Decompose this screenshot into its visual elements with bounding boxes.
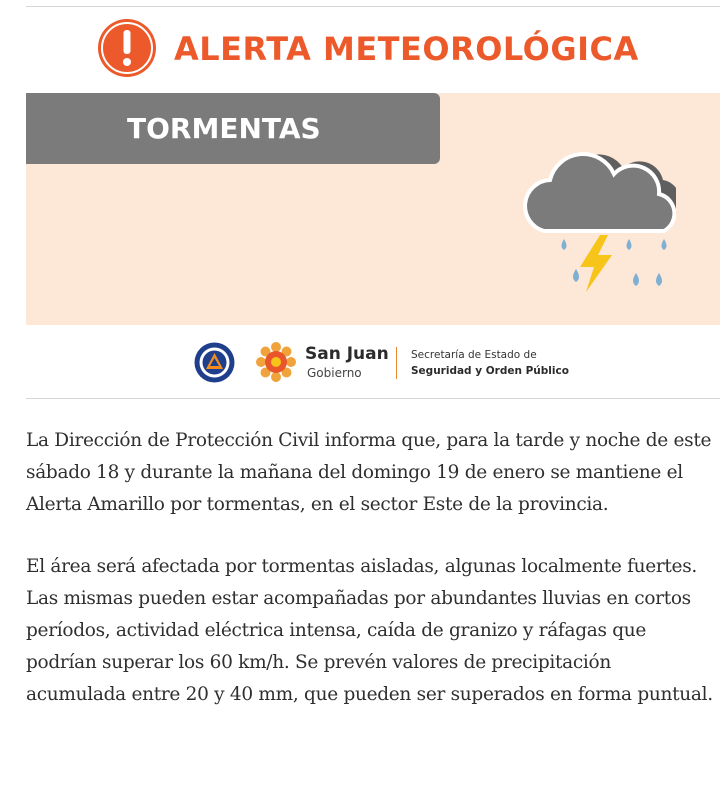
secretaria-line2: Seguridad y Orden Público [411, 365, 569, 377]
san-juan-name: San Juan [305, 344, 389, 364]
secretaria-line1: Secretaría de Estado de [411, 349, 537, 361]
storm-cloud-icon [516, 127, 676, 292]
san-juan-subtitle: Gobierno [307, 366, 362, 380]
logo-strip [26, 325, 720, 400]
article-body [26, 425, 716, 741]
hazard-bar [26, 93, 440, 164]
proteccion-civil-emblem [194, 342, 235, 383]
alert-banner [26, 6, 720, 399]
hazard-label: TORMENTAS [127, 112, 321, 145]
san-juan-sun-emblem [255, 341, 297, 383]
article-paragraph: La Dirección de Protección Civil informa que, para la tarde y noche de este sábado 18 y durante la mañana del domingo 19 de enero se mantiene el Alerta Amarillo por tormentas, en el sector Este de la provincia. [26, 430, 712, 515]
alert-title: ALERTA METEOROLÓGICA [174, 30, 639, 68]
logo-divider [396, 347, 397, 379]
article-paragraph: El área será afectada por tormentas aisladas, algunas localmente fuertes. Las mismas pueden estar acompañadas por abundantes lluvias en cortos períodos, actividad eléctrica intensa, caída de granizo y ráfagas que podrían superar los 60 km/h. Se prevén valores de precipitación acumulada entre 20 y 40 mm, que pueden ser superados en forma puntual. [26, 556, 713, 705]
exclamation-icon [97, 18, 157, 78]
